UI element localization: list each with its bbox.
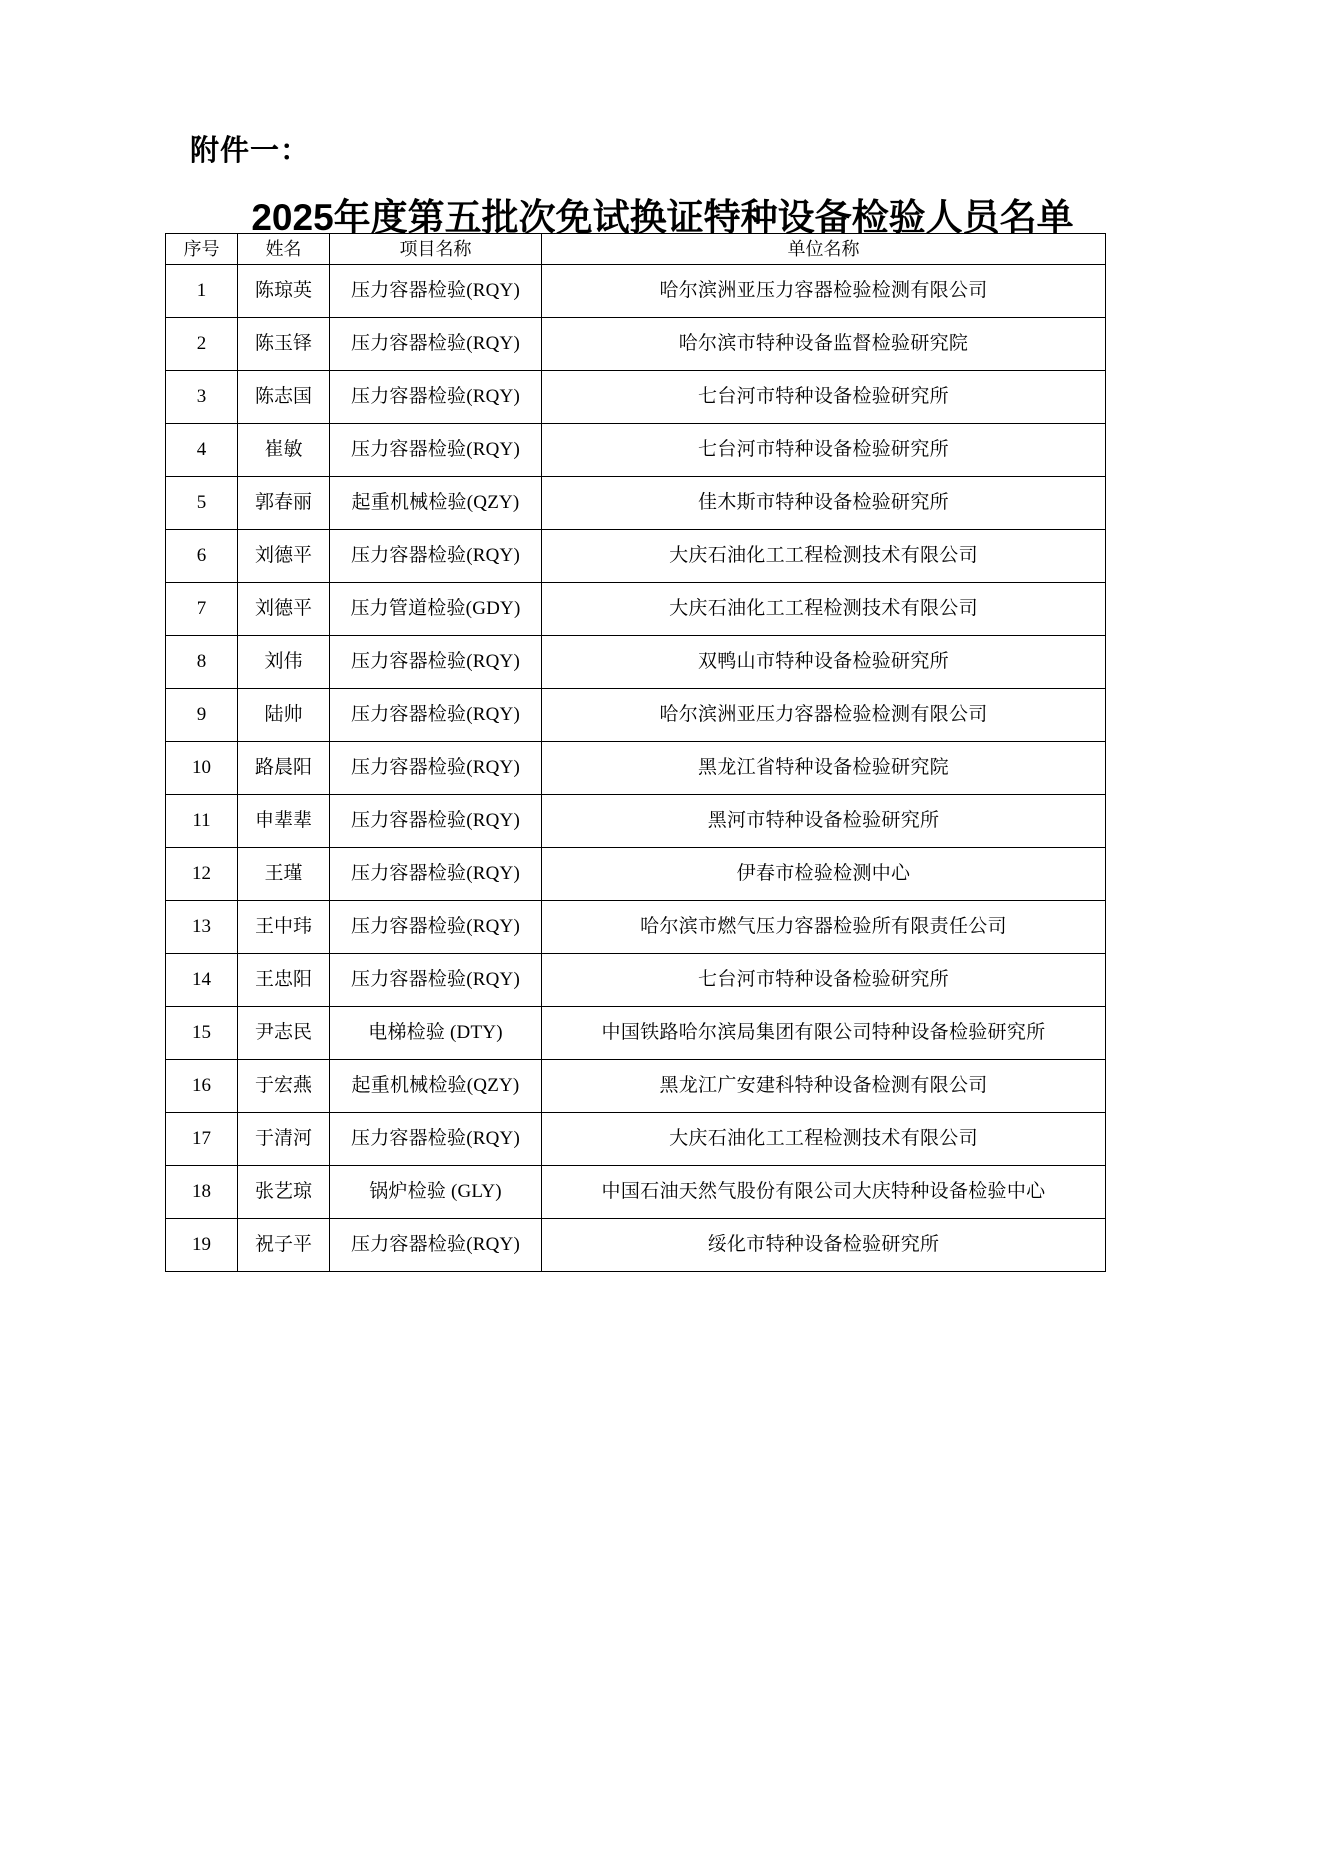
- cell-name: 陈志国: [238, 371, 330, 424]
- table-row: [166, 583, 1106, 636]
- table-row: [166, 424, 1106, 477]
- cell-unit: 七台河市特种设备检验研究所: [542, 954, 1106, 1007]
- cell-index: 10: [166, 742, 238, 795]
- cell-project: 压力容器检验(RQY): [330, 901, 542, 954]
- table-row: [166, 795, 1106, 848]
- cell-index: 15: [166, 1007, 238, 1060]
- cell-unit: 哈尔滨市燃气压力容器检验所有限责任公司: [542, 901, 1106, 954]
- table-row: [166, 1060, 1106, 1113]
- table-row: [166, 1219, 1106, 1272]
- table-row: [166, 848, 1106, 901]
- cell-unit: 中国铁路哈尔滨局集团有限公司特种设备检验研究所: [542, 1007, 1106, 1060]
- cell-project: 压力容器检验(RQY): [330, 1113, 542, 1166]
- cell-project: 压力容器检验(RQY): [330, 318, 542, 371]
- cell-unit: 哈尔滨洲亚压力容器检验检测有限公司: [542, 265, 1106, 318]
- cell-index: 19: [166, 1219, 238, 1272]
- cell-name: 祝子平: [238, 1219, 330, 1272]
- table-row: [166, 954, 1106, 1007]
- table-row: [166, 1113, 1106, 1166]
- attachment-label: 附件一：: [190, 135, 311, 167]
- cell-index: 1: [166, 265, 238, 318]
- cell-project: 锅炉检验 (GLY): [330, 1166, 542, 1219]
- cell-unit: 七台河市特种设备检验研究所: [542, 371, 1106, 424]
- table-header-row: [166, 234, 1106, 265]
- cell-project: 压力容器检验(RQY): [330, 848, 542, 901]
- column-header-index: 序号: [166, 234, 238, 265]
- cell-index: 5: [166, 477, 238, 530]
- cell-project: 压力容器检验(RQY): [330, 689, 542, 742]
- cell-project: 压力容器检验(RQY): [330, 265, 542, 318]
- cell-name: 刘德平: [238, 583, 330, 636]
- cell-index: 11: [166, 795, 238, 848]
- cell-unit: 双鸭山市特种设备检验研究所: [542, 636, 1106, 689]
- cell-project: 压力容器检验(RQY): [330, 1219, 542, 1272]
- cell-unit: 中国石油天然气股份有限公司大庆特种设备检验中心: [542, 1166, 1106, 1219]
- cell-project: 压力容器检验(RQY): [330, 742, 542, 795]
- cell-unit: 大庆石油化工工程检测技术有限公司: [542, 1113, 1106, 1166]
- table-row: [166, 265, 1106, 318]
- cell-name: 于清河: [238, 1113, 330, 1166]
- cell-index: 3: [166, 371, 238, 424]
- cell-unit: 绥化市特种设备检验研究所: [542, 1219, 1106, 1272]
- cell-name: 王忠阳: [238, 954, 330, 1007]
- cell-name: 王中玮: [238, 901, 330, 954]
- cell-name: 申辈辈: [238, 795, 330, 848]
- cell-index: 2: [166, 318, 238, 371]
- cell-project: 压力管道检验(GDY): [330, 583, 542, 636]
- cell-name: 郭春丽: [238, 477, 330, 530]
- table-row: [166, 901, 1106, 954]
- cell-index: 6: [166, 530, 238, 583]
- cell-project: 压力容器检验(RQY): [330, 795, 542, 848]
- cell-name: 刘德平: [238, 530, 330, 583]
- table-row: [166, 1166, 1106, 1219]
- cell-name: 张艺琼: [238, 1166, 330, 1219]
- cell-unit: 黑河市特种设备检验研究所: [542, 795, 1106, 848]
- roster-table: [165, 233, 1106, 1272]
- cell-project: 起重机械检验(QZY): [330, 477, 542, 530]
- cell-unit: 哈尔滨市特种设备监督检验研究院: [542, 318, 1106, 371]
- cell-project: 压力容器检验(RQY): [330, 371, 542, 424]
- table-row: [166, 742, 1106, 795]
- cell-name: 崔敏: [238, 424, 330, 477]
- cell-unit: 伊春市检验检测中心: [542, 848, 1106, 901]
- cell-name: 陆帅: [238, 689, 330, 742]
- cell-index: 17: [166, 1113, 238, 1166]
- cell-index: 16: [166, 1060, 238, 1113]
- cell-index: 4: [166, 424, 238, 477]
- cell-name: 陈玉铎: [238, 318, 330, 371]
- cell-unit: 黑龙江省特种设备检验研究院: [542, 742, 1106, 795]
- cell-project: 压力容器检验(RQY): [330, 636, 542, 689]
- cell-index: 7: [166, 583, 238, 636]
- roster-table-container: [165, 233, 1105, 1272]
- cell-project: 压力容器检验(RQY): [330, 530, 542, 583]
- cell-unit: 佳木斯市特种设备检验研究所: [542, 477, 1106, 530]
- table-row: [166, 1007, 1106, 1060]
- cell-name: 王瑾: [238, 848, 330, 901]
- cell-unit: 哈尔滨洲亚压力容器检验检测有限公司: [542, 689, 1106, 742]
- cell-unit: 大庆石油化工工程检测技术有限公司: [542, 530, 1106, 583]
- cell-index: 12: [166, 848, 238, 901]
- table-row: [166, 689, 1106, 742]
- table-row: [166, 318, 1106, 371]
- cell-project: 电梯检验 (DTY): [330, 1007, 542, 1060]
- cell-name: 于宏燕: [238, 1060, 330, 1113]
- cell-unit: 七台河市特种设备检验研究所: [542, 424, 1106, 477]
- cell-name: 陈琼英: [238, 265, 330, 318]
- cell-project: 压力容器检验(RQY): [330, 954, 542, 1007]
- cell-index: 14: [166, 954, 238, 1007]
- cell-project: 起重机械检验(QZY): [330, 1060, 542, 1113]
- cell-name: 尹志民: [238, 1007, 330, 1060]
- cell-index: 8: [166, 636, 238, 689]
- page-title: 2025年度第五批次免试换证特种设备检验人员名单: [251, 197, 1074, 238]
- table-row: [166, 371, 1106, 424]
- cell-unit: 黑龙江广安建科特种设备检测有限公司: [542, 1060, 1106, 1113]
- table-row: [166, 636, 1106, 689]
- column-header-project: 项目名称: [330, 234, 542, 265]
- cell-name: 路晨阳: [238, 742, 330, 795]
- cell-project: 压力容器检验(RQY): [330, 424, 542, 477]
- table-row: [166, 477, 1106, 530]
- cell-unit: 大庆石油化工工程检测技术有限公司: [542, 583, 1106, 636]
- cell-index: 9: [166, 689, 238, 742]
- cell-name: 刘伟: [238, 636, 330, 689]
- column-header-unit: 单位名称: [542, 234, 1106, 265]
- cell-index: 13: [166, 901, 238, 954]
- column-header-name: 姓名: [238, 234, 330, 265]
- roster-table-body: [166, 265, 1106, 1272]
- table-row: [166, 530, 1106, 583]
- cell-index: 18: [166, 1166, 238, 1219]
